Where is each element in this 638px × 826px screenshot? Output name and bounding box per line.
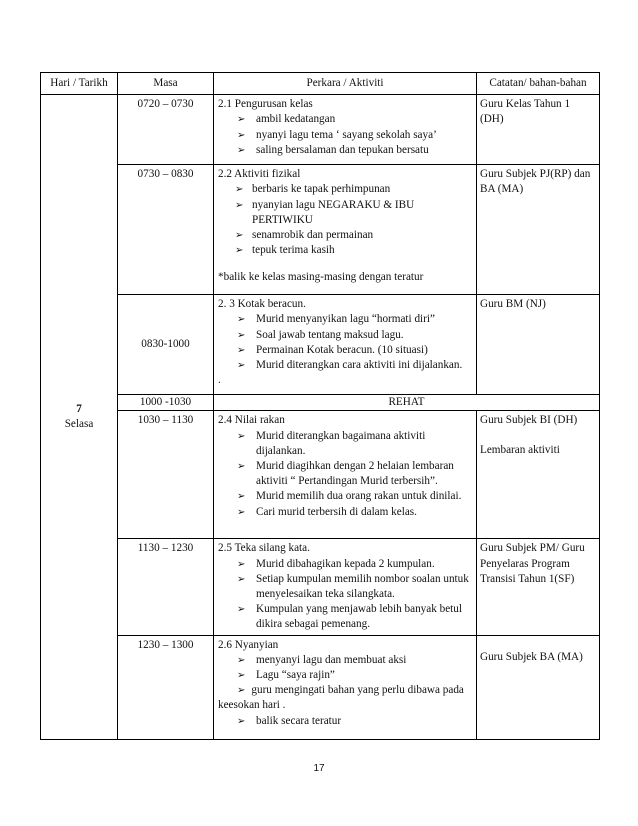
list-item: ➢ Permainan Kotak beracun. (10 situasi): [218, 343, 472, 358]
arrow-bullet-icon: ➢: [235, 199, 244, 211]
arrow-bullet-icon: ➢: [237, 144, 246, 156]
list-item: ➢ berbaris ke tapak perhimpunan: [218, 182, 472, 197]
list-item: ➢ Cari murid terbersih di dalam kelas.: [218, 505, 472, 520]
day-number: 7: [76, 402, 82, 415]
table-row: [41, 295, 600, 395]
masa-cell: 1000 -1030: [118, 395, 214, 411]
activity-cell: [214, 635, 477, 739]
header-perkara: Perkara / Aktiviti: [214, 73, 477, 95]
arrow-bullet-icon: ➢: [237, 430, 246, 442]
list-item: ➢ Kumpulan yang menjawab lebih banyak betul dikira sebagai pemenang.: [237, 603, 462, 631]
list-item: ➢ Lagu “saya rajin”: [218, 668, 472, 683]
arrow-bullet-icon: ➢: [237, 506, 246, 518]
activity-title: 2.1 Pengurusan kelas: [218, 98, 313, 111]
table-row: [41, 395, 600, 411]
list-item: ➢ nyanyi lagu tema ‘ sayang sekolah saya’: [218, 128, 472, 143]
activity-title: 2.6 Nyanyian: [218, 638, 279, 651]
list-item: ➢ Murid dibahagikan kepada 2 kumpulan.: [218, 557, 472, 572]
catatan-cell: Guru Subjek BI (DH) Lembaran aktiviti: [477, 411, 600, 539]
list-item: ➢ ambil kedatangan: [218, 112, 472, 127]
arrow-bullet-icon: ➢: [237, 129, 246, 141]
activity-title: 2.2 Aktiviti fizikal: [218, 168, 301, 181]
activity-title: 2. 3 Kotak beracun.: [218, 298, 306, 311]
masa-cell: 0830-1000: [118, 295, 214, 395]
list-item: ➢ menyanyi lagu dan membuat aksi: [218, 653, 472, 668]
activity-title: 2.4 Nilai rakan: [218, 414, 285, 427]
arrow-bullet-icon: ➢: [235, 245, 244, 257]
activity-cell: [214, 165, 477, 295]
activity-cell: [214, 539, 477, 635]
list-item: ➢ guru mengingati bahan yang perlu dibawa pada keesokan hari .: [218, 684, 464, 712]
arrow-bullet-icon: ➢: [235, 184, 244, 196]
list-item: ➢ Murid memilih dua orang rakan untuk dinilai.: [218, 489, 472, 504]
catatan-cell: Guru BM (NJ): [477, 295, 600, 395]
list-item: ➢ Murid menyanyikan lagu “hormati diri”: [218, 312, 472, 327]
page-number: 17: [313, 763, 325, 774]
activity-note: *balik ke kelas masing-masing dengan teratur: [218, 271, 424, 284]
list-item: ➢ senamrobik dan permainan: [218, 228, 472, 243]
list-item: ➢ Setiap kumpulan memilih nombor soalan untuk menyelesaikan teka silangkata.: [237, 572, 469, 601]
catatan-cell: Guru Subjek BA (MA): [477, 635, 600, 739]
arrow-bullet-icon: ➢: [237, 314, 246, 326]
arrow-bullet-icon: ➢: [237, 654, 246, 666]
day-name: Selasa: [64, 417, 94, 430]
arrow-bullet-icon: ➢: [237, 715, 246, 727]
arrow-bullet-icon: ➢: [237, 461, 246, 473]
activity-trail: .: [218, 374, 221, 387]
catatan-bahan: Lembaran aktiviti: [480, 443, 560, 456]
list-item: ➢ tepuk terima kasih: [218, 243, 472, 258]
header-masa: Masa: [118, 73, 214, 95]
table-row: [41, 95, 600, 165]
schedule-table: [40, 72, 600, 740]
arrow-bullet-icon: ➢: [237, 491, 246, 503]
table-row: [41, 635, 600, 739]
arrow-bullet-icon: ➢: [237, 114, 246, 126]
masa-cell: 0730 – 0830: [118, 165, 214, 295]
masa-cell: 1030 – 1130: [118, 411, 214, 539]
list-item: ➢ Soal jawab tentang maksud lagu.: [218, 328, 472, 343]
header-hari: Hari / Tarikh: [41, 73, 118, 95]
list-item: ➢ Murid diterangkan bagaimana aktiviti dijalankan.: [237, 429, 426, 457]
catatan-cell: Guru Subjek PJ(RP) dan BA (MA): [477, 165, 600, 295]
table-row: [41, 165, 600, 295]
arrow-bullet-icon: ➢: [237, 573, 246, 585]
arrow-bullet-icon: ➢: [237, 360, 246, 372]
activity-cell: [214, 295, 477, 395]
list-item: ➢ Murid diterangkan cara aktiviti ini dijalankan.: [218, 358, 472, 373]
catatan-cell: Guru Subjek PM/ Guru Penyelaras Program Transisi Tahun 1(SF): [477, 539, 600, 635]
table-row: [41, 539, 600, 635]
activity-cell: [214, 411, 477, 539]
masa-cell: 1130 – 1230: [118, 539, 214, 635]
arrow-bullet-icon: ➢: [237, 558, 246, 570]
arrow-bullet-icon: ➢: [237, 604, 246, 616]
rehat-cell: REHAT: [214, 395, 600, 411]
arrow-bullet-icon: ➢: [237, 685, 246, 697]
header-row: [41, 73, 600, 95]
arrow-bullet-icon: ➢: [237, 329, 246, 341]
day-cell: [41, 95, 118, 739]
list-item: ➢ balik secara teratur: [218, 714, 472, 729]
list-item: ➢ nyanyian lagu NEGARAKU & IBU PERTIWIKU: [235, 198, 415, 226]
activity-cell: [214, 95, 477, 165]
activity-title: 2.5 Teka silang kata.: [218, 542, 310, 555]
arrow-bullet-icon: ➢: [237, 344, 246, 356]
arrow-bullet-icon: ➢: [237, 670, 246, 682]
header-catatan: Catatan/ bahan-bahan: [477, 73, 600, 95]
masa-cell: 0720 – 0730: [118, 95, 214, 165]
catatan-cell: Guru Kelas Tahun 1 (DH): [477, 95, 600, 165]
masa-cell: 1230 – 1300: [118, 635, 214, 739]
list-item: ➢ Murid diagihkan dengan 2 helaian lembaran aktiviti “ Pertandingan Murid terbersih”.: [237, 460, 454, 488]
list-item: ➢ saling bersalaman dan tepukan bersatu: [218, 143, 472, 158]
arrow-bullet-icon: ➢: [235, 230, 244, 242]
table-row: [41, 411, 600, 539]
